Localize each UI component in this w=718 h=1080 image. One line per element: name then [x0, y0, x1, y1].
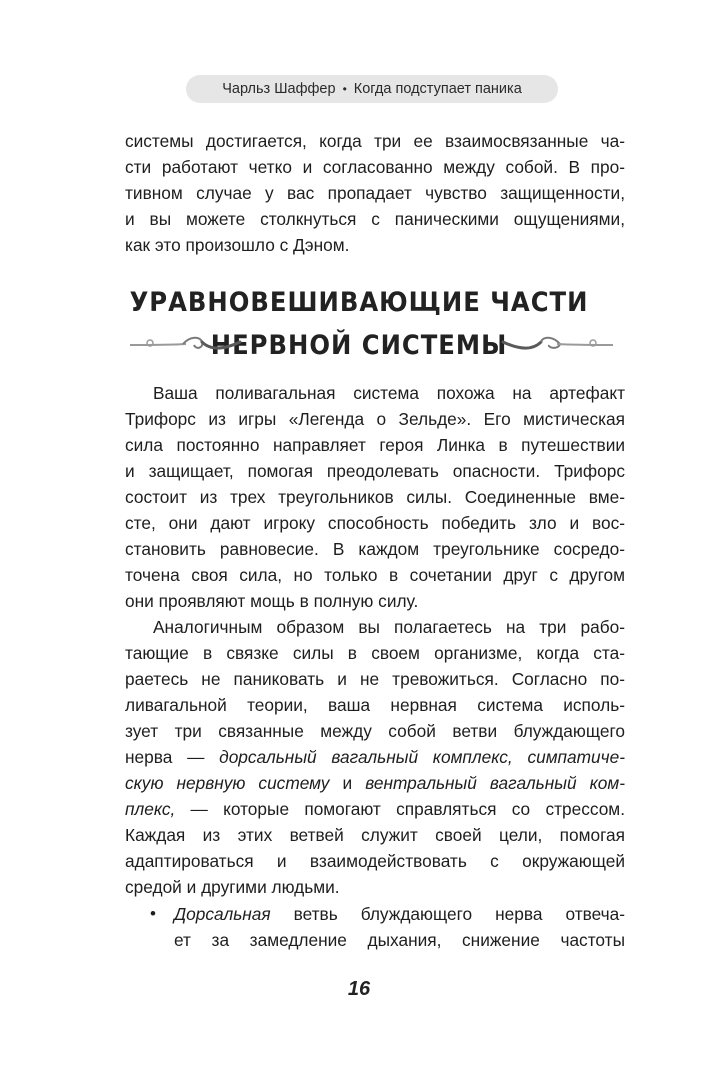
intro-paragraph [125, 128, 625, 258]
text-line: Каждая из этих ветвей служит своей цели, помогая [125, 825, 625, 845]
page-number: 16 [347, 978, 371, 1000]
text-line: средой и другими людьми. [125, 877, 340, 897]
text-line [174, 901, 625, 927]
left-swirl-ornament-icon [128, 332, 243, 356]
text-line: сти работают четко и согласованно между собой. В про- [125, 157, 625, 177]
text-run: — которые помогают справляться со стрессом. [175, 799, 625, 819]
italic-term: дорсальный вагальный комплекс, симпатиче- [219, 747, 625, 767]
text-line: зует три связанные между собой ветви блуждающего [125, 721, 625, 741]
text-line: системы достигается, когда три ее взаимосвязанные ча- [125, 131, 625, 151]
text-line: тающие в связке силы в своем организме, когда ста- [125, 643, 625, 663]
text-line: сила постоянно направляет героя Линка в путешествии [125, 435, 625, 455]
italic-term: вентральный вагальный ком- [365, 773, 626, 793]
text-line: состоит из трех треугольников силы. Соединенные вме- [125, 487, 625, 507]
italic-term: плекс, [125, 799, 176, 819]
text-line: раетесь не паниковать и не тревожиться. Согласно по- [125, 669, 625, 689]
text-line: и защищает, помогая преодолевать опасности. Трифорс [125, 461, 625, 481]
paragraph-polyvagal [125, 614, 625, 900]
text-line: точена своя сила, но только в сочетании друг с другом [125, 565, 625, 585]
text-line: Аналогичным образом вы полагаетесь на три рабо- [153, 617, 625, 637]
paragraph-triforce [125, 380, 625, 614]
text-run: ветвь блуждающего нерва отвеча- [270, 904, 625, 924]
text-line: становить равновесие. В каждом треугольнике сосредо- [125, 539, 625, 559]
text-line: сте, они дают игроку способность победить зло и вос- [125, 513, 625, 533]
right-swirl-ornament-icon [500, 332, 615, 356]
running-head [186, 75, 558, 103]
text-line: тивном случае у вас пропадает чувство защищенности, [125, 183, 625, 203]
text-run: и [329, 773, 366, 793]
text-line: и вы можете столкнуться с паническими ощущениями, [125, 209, 625, 229]
text-run: нерва — [125, 747, 220, 767]
italic-term: скую нервную систему [125, 773, 330, 793]
text-line: адаптироваться и взаимодействовать с окружающей [125, 851, 625, 871]
running-head-book-title: Когда подступает паника [353, 81, 522, 97]
text-line: как это произошло с Дэном. [125, 235, 350, 255]
text-line: они проявляют мощь в полную силу. [125, 591, 419, 611]
text-line: Трифорс из игры «Легенда о Зельде». Его мистическая [125, 409, 625, 429]
section-heading-line-2: НЕРВНОЙ СИСТЕМЫ [210, 330, 508, 361]
paragraph-1-text [125, 380, 625, 614]
section-heading-line-1: УРАВНОВЕШИВАЮЩИЕ ЧАСТИ [129, 287, 589, 318]
running-head-author: Чарльз Шаффер [222, 81, 336, 97]
bullet-marker: • [150, 904, 156, 923]
italic-term: Дорсальная [174, 904, 271, 924]
text-line [125, 744, 625, 770]
text-line [125, 796, 625, 822]
text-line [125, 770, 625, 796]
text-line: ет за замедление дыхания, снижение частоты [174, 930, 625, 950]
bullet-item-dorsal [150, 901, 625, 953]
text-line: Ваша поливагальная система похожа на артефакт [153, 383, 625, 403]
bullet-text [174, 901, 625, 953]
running-head-separator: • [342, 82, 347, 96]
intro-text [125, 128, 625, 258]
text-line: ливагальной теории, ваша нервная система исполь- [125, 695, 625, 715]
paragraph-2-text [125, 614, 625, 900]
